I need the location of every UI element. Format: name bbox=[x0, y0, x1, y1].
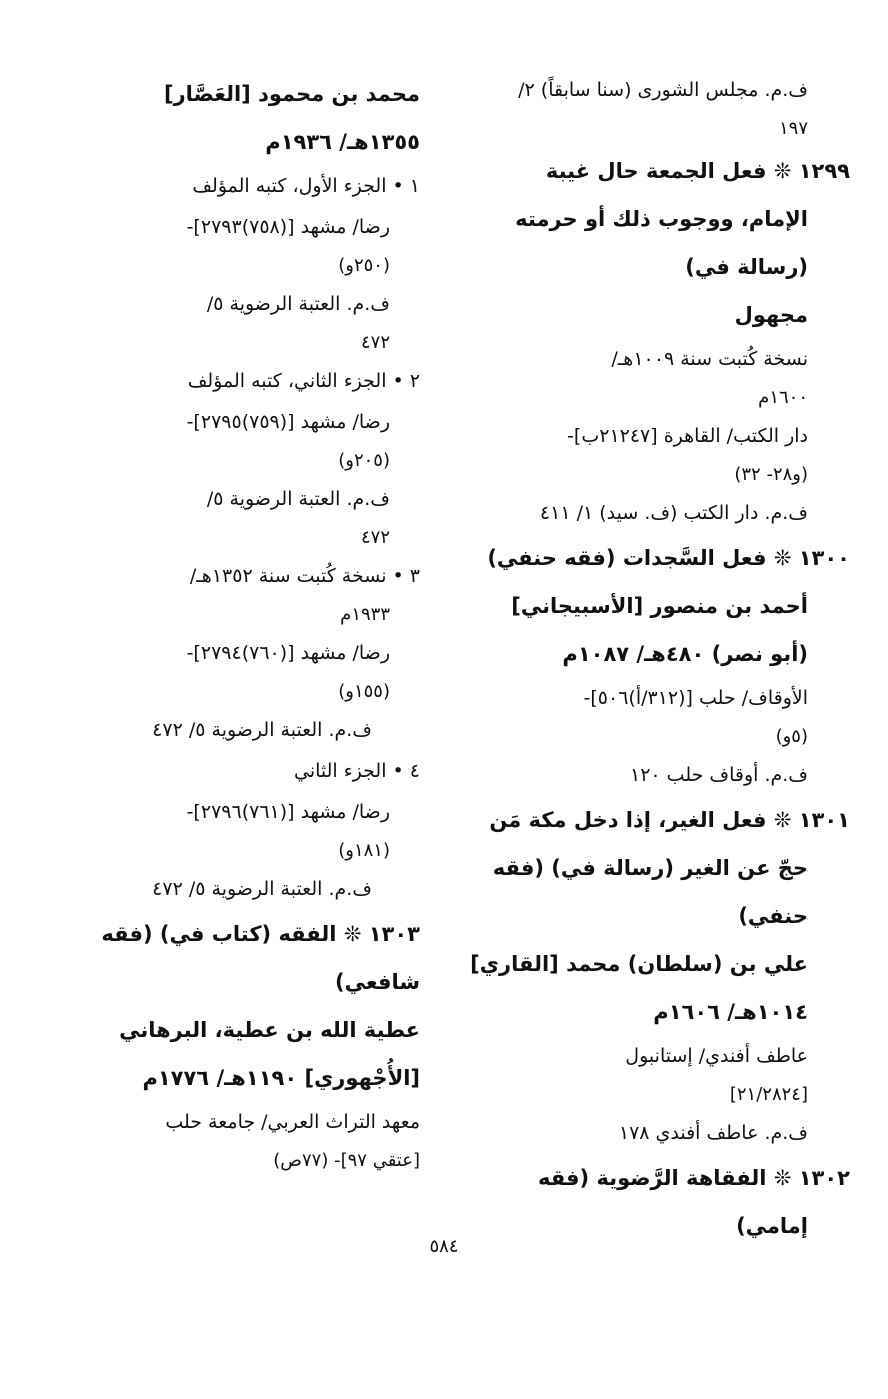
right-column-line: ١٣٠٠ ❊ فعل السَّجدات (فقه حنفي) bbox=[487, 546, 850, 570]
right-column-line: نسخة كُتبت سنة ١٠٠٩هـ/ bbox=[611, 348, 808, 370]
left-column-line: ٤٧٢ bbox=[360, 332, 390, 353]
right-column-line: علي بن (سلطان) محمد [القاري] bbox=[470, 952, 808, 976]
right-column-line: (و٢٨- ٣٢) bbox=[734, 464, 808, 485]
left-column-line: ٣ • نسخة كُتبت سنة ١٣٥٢هـ/ bbox=[189, 565, 420, 587]
left-column-line: ف.م. العتبة الرضوية ٥/ ٤٧٢ bbox=[152, 878, 372, 900]
right-column-line: (رسالة في) bbox=[685, 255, 808, 279]
left-column-line: [الأُجْهوري] ١١٩٠هـ/ ١٧٧٦م bbox=[142, 1066, 420, 1090]
right-column-line: (أبو نصر) ٤٨٠هـ/ ١٠٨٧م bbox=[562, 642, 808, 666]
right-column-line: أحمد بن منصور [الأسبيجاني] bbox=[511, 594, 808, 618]
left-column-line: (٢٥٠و) bbox=[338, 255, 390, 276]
left-column-line: ١٣٥٥هـ/ ١٩٣٦م bbox=[265, 130, 420, 154]
left-column-line: رضا/ مشهد [(٧٦١)٢٧٩٦]- bbox=[186, 801, 390, 823]
left-column-line: رضا/ مشهد [(٧٥٩)٢٧٩٥]- bbox=[186, 411, 390, 433]
left-column-line: (١٨١و) bbox=[338, 840, 390, 861]
left-column-line: ف.م. العتبة الرضوية ٥/ bbox=[206, 293, 390, 315]
right-column-line: ف.م. مجلس الشورى (سنا سابقاً) ٢/ bbox=[518, 79, 808, 101]
left-column-line: [عتقي ٩٧]- (٧٧ص) bbox=[273, 1150, 420, 1171]
right-column-line: ١٢٩٩ ❊ فعل الجمعة حال غيبة bbox=[545, 159, 850, 183]
left-column-line: عطية الله بن عطية، البرهاني bbox=[119, 1018, 420, 1042]
left-column-line: رضا/ مشهد [(٧٦٠)٢٧٩٤]- bbox=[186, 642, 390, 664]
page-number: ٥٨٤ bbox=[429, 1236, 459, 1257]
right-column-line: ١٦٠٠م bbox=[758, 387, 808, 408]
right-column-line: إمامي) bbox=[736, 1214, 808, 1238]
right-column-line: ف.م. دار الكتب (ف. سيد) ١/ ٤١١ bbox=[539, 502, 808, 524]
left-column-line: ف.م. العتبة الرضوية ٥/ bbox=[206, 488, 390, 510]
right-column-line: ١٣٠٢ ❊ الفقاهة الرَّضوية (فقه bbox=[537, 1166, 850, 1190]
left-column-line: (١٥٥و) bbox=[338, 681, 390, 702]
left-column-line: محمد بن محمود [العَصَّار] bbox=[163, 82, 420, 106]
right-column-line: ف.م. أوقاف حلب ١٢٠ bbox=[630, 764, 808, 786]
right-column-line: دار الكتب/ القاهرة [٢١٢٤٧ب]- bbox=[567, 425, 808, 447]
left-column-line: ٤ • الجزء الثاني bbox=[293, 760, 420, 782]
right-column-line: ١٩٧ bbox=[778, 118, 808, 139]
right-column-line: ف.م. عاطف أفندي ١٧٨ bbox=[618, 1122, 808, 1144]
right-column bbox=[462, 70, 850, 1250]
left-column-line: ١ • الجزء الأول، كتبه المؤلف bbox=[192, 175, 420, 197]
left-column-line: معهد التراث العربي/ جامعة حلب bbox=[165, 1111, 420, 1133]
right-column-line: عاطف أفندي/ إستانبول bbox=[625, 1045, 808, 1067]
right-column-line: ١٣٠١ ❊ فعل الغير، إذا دخل مكة مَن bbox=[489, 808, 850, 832]
left-column-line: ٢ • الجزء الثاني، كتبه المؤلف bbox=[187, 370, 420, 392]
right-column-line: ١٠١٤هـ/ ١٦٠٦م bbox=[653, 1000, 808, 1024]
left-column-line: ف.م. العتبة الرضوية ٥/ ٤٧٢ bbox=[152, 719, 372, 741]
left-column-line: شافعي) bbox=[335, 970, 420, 994]
left-column-line: ٤٧٢ bbox=[360, 527, 390, 548]
right-column-line: حجّ عن الغير (رسالة في) (فقه bbox=[492, 856, 808, 880]
right-column-line: [٢١/٢٨٢٤] bbox=[729, 1084, 808, 1105]
left-column bbox=[80, 70, 420, 1179]
left-column-line: (٢٠٥و) bbox=[338, 450, 390, 471]
left-column-line: ١٩٣٣م bbox=[340, 604, 390, 625]
right-column-line: (٥و) bbox=[775, 726, 808, 747]
right-column-line: الأوقاف/ حلب [(٣١٢/أ)٥٠٦]- bbox=[583, 687, 808, 709]
right-column-line: الإمام، ووجوب ذلك أو حرمته bbox=[515, 207, 808, 231]
left-column-line: ١٣٠٣ ❊ الفقه (كتاب في) (فقه bbox=[101, 922, 420, 946]
right-column-line: حنفي) bbox=[738, 904, 808, 928]
left-column-line: رضا/ مشهد [(٧٥٨)٢٧٩٣]- bbox=[186, 216, 390, 238]
right-column-line: مجهول bbox=[734, 303, 808, 327]
